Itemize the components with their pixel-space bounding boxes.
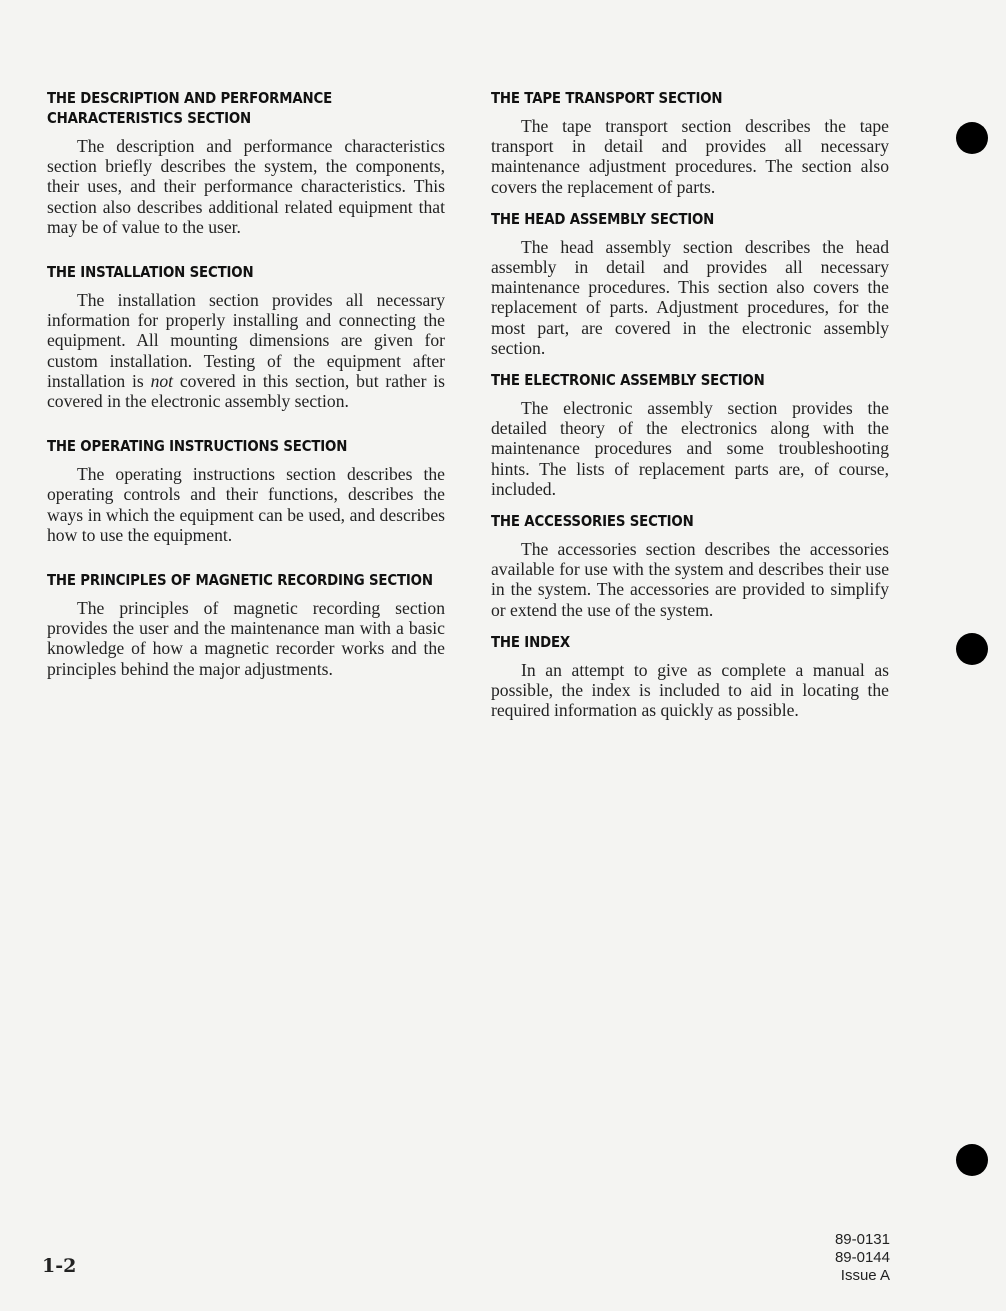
section-body: The accessories section describes the accessories available for use with the system and describes their use in the system. The accessories are provided to simplify or extend the use of the system. (491, 539, 889, 620)
document-number-block (835, 1231, 890, 1285)
section-heading: THE ACCESSORIES SECTION (491, 512, 694, 531)
section-body: In an attempt to give as complete a manual as possible, the index is included to aid in locating the required information as quickly as possible. (491, 659, 889, 721)
section-heading: THE OPERATING INSTRUCTIONS SECTION (47, 437, 348, 456)
section-heading: THE HEAD ASSEMBLY SECTION (491, 209, 715, 228)
section-body: The installation section provides all necessary information for properly installing and connecting the equipment. All mounting dimensions are given for custom installation. Testing of the equipment after installation is not covered in this section, but rather is covered in the electronic assembly section. (47, 290, 446, 412)
section-body: The description and performance characteristics section briefly describes the system, the components, their uses, and their performance characteristics. This section also describes additional related equipment that may be of value to the user. (47, 136, 445, 237)
issue-label: Issue A (840, 1267, 890, 1284)
section-heading: THE PRINCIPLES OF MAGNETIC RECORDING SECTION (47, 571, 433, 590)
section-description (47, 88, 445, 237)
section-installation (47, 262, 445, 411)
section-heading: THE DESCRIPTION AND PERFORMANCE CHARACTERISTICS SECTION (47, 89, 333, 127)
section-head-assembly (491, 209, 889, 358)
section-principles (47, 570, 445, 679)
section-heading: THE ELECTRONIC ASSEMBLY SECTION (491, 371, 765, 390)
section-index (491, 632, 889, 721)
left-column (47, 88, 445, 704)
binder-hole-top (956, 122, 988, 154)
section-operating (47, 436, 445, 545)
section-heading: THE TAPE TRANSPORT SECTION (491, 89, 723, 107)
binder-hole-middle (956, 633, 988, 665)
section-body: The head assembly section describes the head assembly in detail and provides all necessary maintenance procedures. This section also covers the replacement of parts. Adjustment procedures, for the most part, are covered in the electronic assembly section. (491, 236, 889, 358)
section-accessories (491, 511, 889, 620)
section-body: The operating instructions section describes the operating controls and their functions, describes the ways in which the equipment can be used, and describes how to use the equipment. (47, 464, 445, 545)
doc-number: 89-0144 (834, 1249, 890, 1266)
section-heading: THE INSTALLATION SECTION (47, 263, 254, 282)
section-tape-transport (491, 88, 889, 197)
page-number: 1-2 (42, 1255, 77, 1277)
section-electronic-assembly (491, 370, 889, 499)
section-body: The principles of magnetic recording section provides the user and the maintenance man with a basic knowledge of how a magnetic recorder works and the principles behind the major adjustments. (47, 598, 445, 679)
section-body: The electronic assembly section provides the detailed theory of the electronics along with the maintenance procedures and some troubleshooting hints. The lists of replacement parts are, of course, included. (491, 398, 889, 499)
section-body: The tape transport section describes the tape transport in detail and provides all necessary maintenance adjustment procedures. The section also covers the replacement of parts. (491, 116, 889, 197)
section-heading: THE INDEX (491, 632, 571, 651)
doc-number: 89-0131 (834, 1231, 890, 1248)
right-column (491, 88, 889, 732)
binder-hole-bottom (956, 1144, 988, 1176)
